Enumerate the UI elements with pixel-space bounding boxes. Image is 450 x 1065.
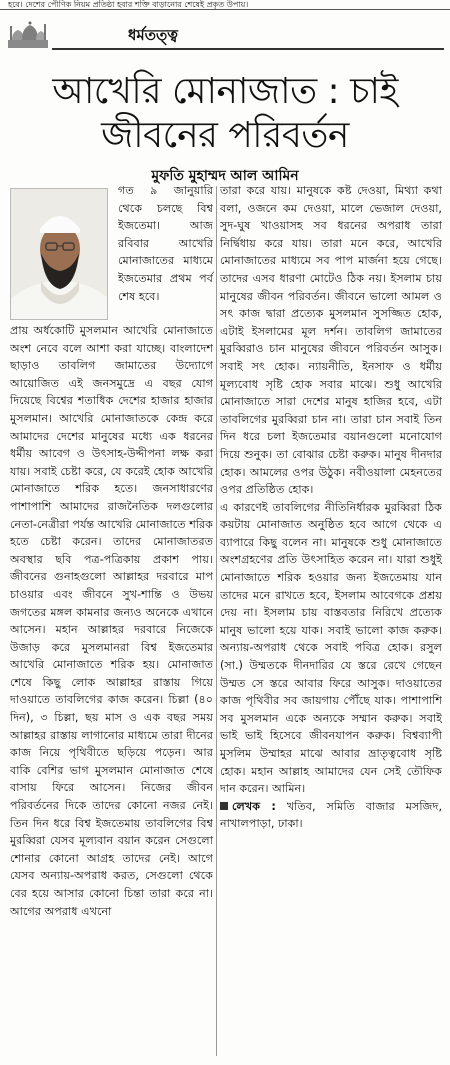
bullet-square-icon bbox=[220, 802, 228, 810]
author-note-label: লেখক : bbox=[232, 799, 276, 813]
column-divider bbox=[216, 186, 217, 1056]
byline: মুফতি মুহাম্মদ আল আমিন bbox=[151, 168, 299, 184]
section-rule bbox=[52, 48, 444, 50]
headline bbox=[10, 70, 440, 158]
author-note bbox=[220, 798, 442, 833]
headline-line-1: আখেরি মোনাজাত : চাই bbox=[52, 71, 398, 112]
intro-paragraph: গত ৯ জানুয়ারি থেকে চলছে বিশ্ব ইজতেমা। আজ রবিবার আখেরি মোনাজাতের মাধ্যমে ইজতেমার প্রথম পর্ব শেষ হবে। bbox=[118, 184, 213, 303]
body-paragraph-1: প্রায় অর্ধকোটি মুসলমান আখেরি মোনাজাতে অংশ নেবে বলে আশা করা যাচ্ছে। বাংলাদেশ ছাড়াও তাবলিগ জামাতের উদ্যোগে আয়োজিত এই জনসমুদ্রে এ বছর যোগ দিয়েছে বিশ্বের শতাধিক দেশের হাজার হাজার মুসলমান। আখেরি মোনাজাতকে কেন্দ্র করে আমাদের দেশের মানুষের মধ্যে এক ধরনের ধর্মীয় আবেগ ও উৎসাহ-উদ্দীপনা লক্ষ করা যায়। সবাই চেষ্টা করে, যে করেই হোক আখেরি মোনাজাতে শরিক হতে। জনসাধারণের পাশাপাশি আমাদের রাজনৈতিক দলগুলোর নেতা-নেত্রীরা পর্যন্ত আখেরি মোনাজাতে শরিক হতে চেষ্টা করেন। তাদের মোনাজাতরত অবস্থার ছবি পত্র-পত্রিকায় প্রকাশ পায়। জীবনের গুনাহগুলো আল্লাহর দরবারে মাপ চাওয়ার এবং জীবনে সুখ-শান্তি ও উভয় জগতের মঙ্গল কামনার জন্যও অনেকে এখানে আসেন। মহান আল্লাহর দরবারে নিজেকে উজাড় করে মুসলমানরা বিশ্ব ইজতেমার আখেরি মোনাজাতে শরিক হয়। মোনাজাত শেষে কিছু লোক আল্লাহর রাস্তায় গিয়ে দাওয়াতে তাবলিগের কাজ করেন। চিল্লা (৪০ দিন), ৩ চিল্লা, ছয় মাস ও এক বছর সময় আল্লাহর রাস্তায় লাগানোর মাধ্যমে তারা দীনের কাজ নিয়ে পৃথিবীতে ছড়িয়ে পড়েন। আর বাকি বেশির ভাগ মুসলমান মোনাজাত শেষে বাসায় ফিরে আসেন। নিজের জীবন পরিবর্তনের দিকে তাদের কোনো নজর নেই। তিন দিন ধরে বিশ্ব ইজতেমায় তাবলিগের বিশ্ব মুরব্বিরা যেসব মূল্যবান বয়ান করেন সেগুলো শোনার কোনো আগ্রহ তাদের নেই। আগে যেসব অন্যায়-অপরাধ করত, সেগুলো থেকে বের হয়ে আসার কোনো চিন্তা তারা করে না। আগের অপরাধ এখনো bbox=[10, 324, 214, 918]
top-divider bbox=[0, 9, 450, 10]
author-portrait bbox=[11, 189, 108, 320]
section-header bbox=[8, 18, 444, 52]
author-note-text: খতিব, সমিতি বাজার মসজিদ, নাখালপাড়া, ঢাকা। bbox=[220, 799, 442, 831]
column-1-top bbox=[118, 182, 213, 305]
mosque-icon bbox=[8, 20, 48, 48]
author-photo bbox=[10, 188, 108, 320]
body-paragraph-3: এ কারণেই তাবলিগের নীতিনির্ধারক মুরব্বিরা ঠিক কয়টায় মোনাজাত অনুষ্ঠিত হবে আগে থেকে এ ব্যাপারে কিছু বলেন না। মানুষকে শুধু মোনাজাতে অংশগ্রহণের প্রতি উৎসাহিত করেন না। যারা শুধুই মোনাজাতে শরিক হওয়ার জন্য ইজতেমায় যান তাদের মনে রাখতে হবে, ইসলাম আবেগকে প্রশ্রয় দেয় না। ইসলাম চায় বাস্তবতার নিরিখে প্রত্যেক মানুষ ভালো হয়ে যাক। সবাই ভালো কাজ করুক। অন্যায়-অপরাধ থেকে সবাই পবিত্র হোক। রসুল (সা.) উম্মতকে দীনদারির যে স্তরে রেখে গেছেন উম্মত সে স্তরে আবার ফিরে আসুক। দাওয়াতের কাজ পৃথিবীর সব জায়গায় পৌঁছে যাক। পাশাপাশি সব মুসলমান একে অন্যকে সম্মান করুক। সবাই ভাই ভাই হিসেবে জীবনযাপন করুক। বিশ্বব্যাপী মুসলিম উম্মাহর মাঝে আবার ভ্রাতৃত্ববোধ সৃষ্টি হোক। মহান আল্লাহ আমাদের যেন সেই তৌফিক দান করেন। আমিন। bbox=[220, 500, 442, 796]
column-2 bbox=[220, 182, 442, 833]
column-1-main bbox=[10, 322, 213, 920]
previous-article-text-strip: হবে। দেশের পৌণিক নিয়ম প্রতিষ্ঠা হবার শক্তি বাড়ানোর শেষেই প্রকৃত উপায়। bbox=[8, 0, 249, 9]
headline-line-2: জীবনের পরিবর্তন bbox=[101, 115, 349, 156]
section-title: ধর্মতত্ত্ব bbox=[128, 26, 178, 44]
body-paragraph-2: তারা করে যায়। মানুষকে কষ্ট দেওয়া, মিথ্যা কথা বলা, ওজনে কম দেওয়া, মালে ভেজাল দেওয়া, সুদ-ঘুষ খাওয়াসহ সব ধরনের অপরাধ তারা নির্দ্বিধায় করে যায়। তারা মনে করে, আখেরি মোনাজাতের মাধ্যমে সব পাপ মার্জনা হয়ে গেছে। তাদের এসব ধারণা মোটেও ঠিক নয়। ইসলাম চায় মানুষের জীবন পরিবর্তন। জীবনে ভালো আমল ও সৎ কাজ দ্বারা প্রত্যেক মুসলমান সুসজ্জিত হোক, এটাই ইসলামের মূল দর্শন। তাবলিগ জামাতের মুরব্বিরাও চান মানুষের জীবনে পরিবর্তন আসুক। সবাই সৎ হোক। ন্যায়নীতি, ইনসাফ ও ধর্মীয় মূল্যবোধ সৃষ্টি হোক সবার মাঝে। শুধু আখেরি মোনাজাতে সারা দেশের মানুষ হাজির হবে, এটা তাবলিগের মুরব্বিরা চান না। তারা চান সবাই তিন দিন ধরে চলা ইজতেমার বয়ানগুলো মনোযোগ দিয়ে শুনুক। তা বোঝার চেষ্টা করুক। মানুষ দীনদার হোক। আমলের ওপর উঠুক। নবীওয়ালা মেহনতের ওপর প্রতিষ্ঠিত হোক। bbox=[220, 184, 442, 497]
